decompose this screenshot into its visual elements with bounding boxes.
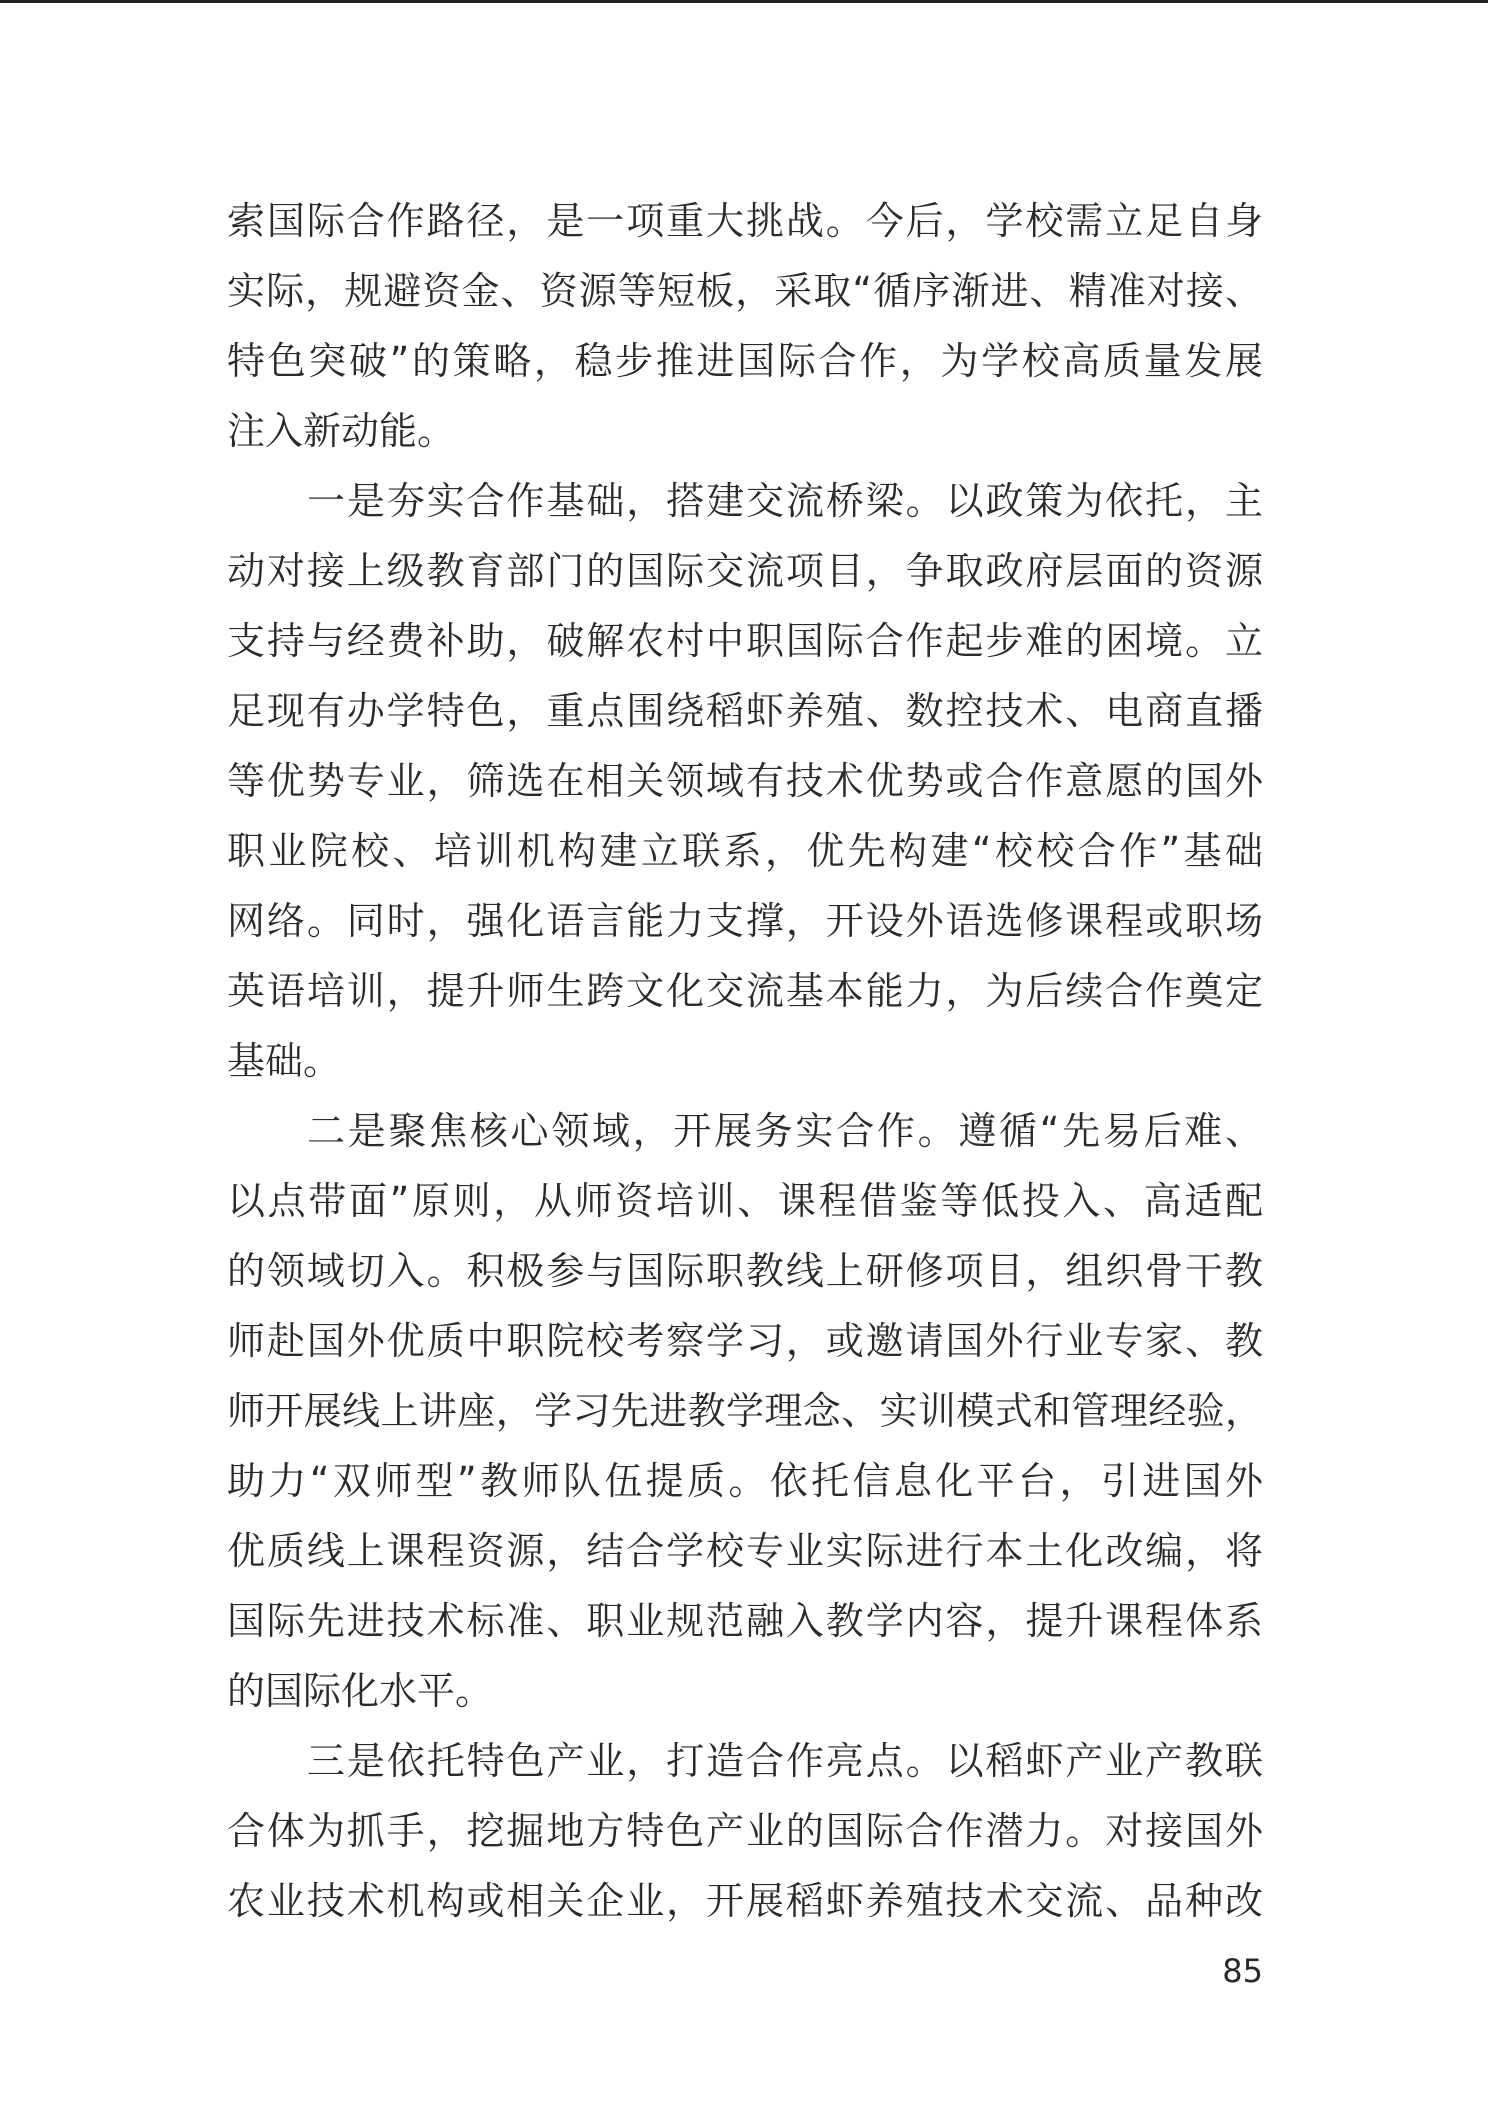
text-line: 以点带面”原则，从师资培训、课程借鉴等低投入、高适配 bbox=[227, 1179, 1263, 1223]
text-line: 农业技术机构或相关企业，开展稻虾养殖技术交流、品种改 bbox=[227, 1879, 1263, 1923]
paragraph-first-line: 二是聚焦核心领域，开展务实合作。遵循“先易后难、 bbox=[307, 1109, 1263, 1153]
text-line: 优质线上课程资源，结合学校专业实际进行本土化改编，将 bbox=[227, 1529, 1263, 1573]
text-line: 师赴国外优质中职院校考察学习，或邀请国外行业专家、教 bbox=[227, 1319, 1263, 1363]
text-line: 索国际合作路径，是一项重大挑战。今后，学校需立足自身 bbox=[227, 199, 1263, 243]
text-line: 网络。同时，强化语言能力支撑，开设外语选修课程或职场 bbox=[227, 899, 1263, 943]
text-line: 注入新动能。 bbox=[227, 409, 456, 453]
text-line: 英语培训，提升师生跨文化交流基本能力，为后续合作奠定 bbox=[227, 969, 1263, 1013]
text-line: 动对接上级教育部门的国际交流项目，争取政府层面的资源 bbox=[227, 549, 1263, 593]
text-line: 基础。 bbox=[227, 1039, 342, 1083]
paragraph-first-line: 一是夯实合作基础，搭建交流桥梁。以政策为依托，主 bbox=[307, 479, 1263, 523]
text-line: 师开展线上讲座，学习先进教学理念、实训模式和管理经验， bbox=[227, 1389, 1263, 1433]
page-body bbox=[227, 186, 1263, 1936]
paragraph-first-line: 三是依托特色产业，打造合作亮点。以稻虾产业产教联 bbox=[307, 1739, 1263, 1783]
text-line: 特色突破”的策略，稳步推进国际合作，为学校高质量发展 bbox=[227, 339, 1263, 383]
text-line: 的国际化水平。 bbox=[227, 1669, 494, 1713]
text-line: 助力“双师型”教师队伍提质。依托信息化平台，引进国外 bbox=[227, 1459, 1263, 1503]
text-line: 国际先进技术标准、职业规范融入教学内容，提升课程体系 bbox=[227, 1599, 1263, 1643]
text-line: 实际，规避资金、资源等短板，采取“循序渐进、精准对接、 bbox=[227, 269, 1263, 313]
text-line: 等优势专业，筛选在相关领域有技术优势或合作意愿的国外 bbox=[227, 759, 1263, 803]
text-line: 合体为抓手，挖掘地方特色产业的国际合作潜力。对接国外 bbox=[227, 1809, 1263, 1853]
text-line: 的领域切入。积极参与国际职教线上研修项目，组织骨干教 bbox=[227, 1249, 1263, 1293]
text-line: 足现有办学特色，重点围绕稻虾养殖、数控技术、电商直播 bbox=[227, 689, 1263, 733]
text-line: 职业院校、培训机构建立联系，优先构建“校校合作”基础 bbox=[227, 829, 1263, 873]
text-line: 支持与经费补助，破解农村中职国际合作起步难的困境。立 bbox=[227, 619, 1263, 663]
page-number: 85 bbox=[1222, 1952, 1263, 1990]
page-top-rule bbox=[0, 0, 1488, 3]
